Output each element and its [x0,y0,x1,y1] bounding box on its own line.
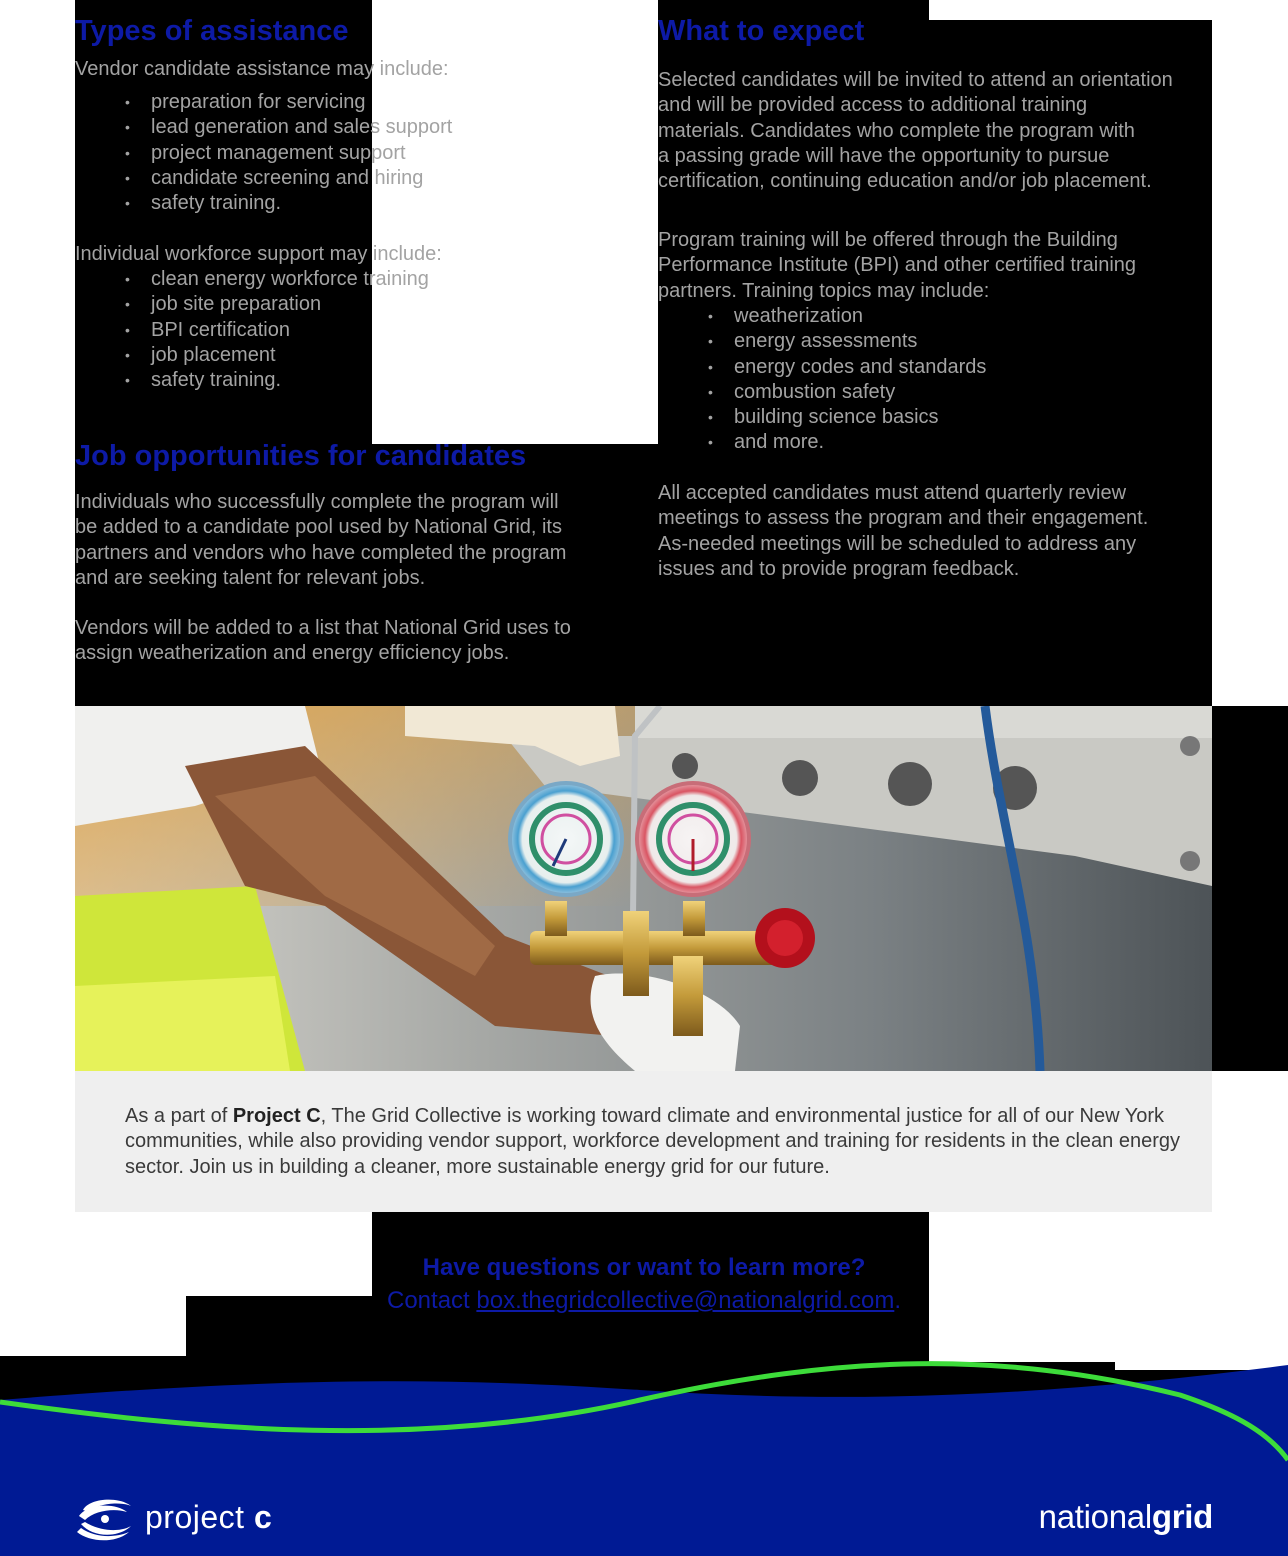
about-paragraph [125,1104,1185,1180]
types-of-assistance-heading: Types of assistance [75,15,349,47]
project-c-hands-icon [75,1492,135,1542]
project-c-about-box [75,1071,1212,1212]
text-line: be added to a candidate pool used by National Grid, its [75,516,562,539]
text-line: partners. Training topics may include: [658,279,990,302]
list-item: • safety training. [75,368,429,393]
contact-email-link[interactable]: box.thegridcollective@nationalgrid.com [476,1287,895,1314]
contact-suffix: . [894,1287,901,1314]
text-line: certification, continuing education and/or job placement. [658,170,1152,193]
contact-prefix: Contact [387,1287,477,1314]
job-opportunities-paragraph-2 [75,616,571,667]
photo-illustration [75,706,1212,1071]
about-body: , The Grid Collective is working toward climate and environmental justice for all of our New York communities, while also providing vendor support, workforce development and training for residents in the clean energy sector. Join us in building a cleaner, more sustainable energy grid for our future. [125,1105,1181,1178]
list-item: • energy assessments [658,329,986,354]
text-line: assign weatherization and energy efficiency jobs. [75,642,510,665]
list-item: • job placement [75,343,429,368]
text-line: and will be provided access to additional training [658,94,1088,117]
what-to-expect-paragraph-3 [658,481,1148,582]
list-item: • and more. [658,430,986,455]
vendor-assistance-list [75,90,452,216]
text-line: Vendors will be added to a list that National Grid uses to [75,617,571,639]
project-name: Project C [232,1105,321,1127]
vendor-intro: Vendor candidate assistance may include: [75,58,449,80]
white-region [558,0,658,363]
text-line: Performance Institute (BPI) and other certified training [658,254,1137,277]
list-item: • candidate screening and hiring [75,166,452,191]
text-line: meetings to assess the program and their engagement. [658,507,1149,530]
text-line: All accepted candidates must attend quarterly review [658,482,1127,504]
job-opportunities-heading: Job opportunities for candidates [75,440,527,472]
list-item: • clean energy workforce training [75,267,429,292]
hvac-gauges-photo [75,706,1212,1071]
white-region [0,706,75,1213]
project-c-logo [75,1492,272,1542]
training-topics-list [658,304,986,456]
national-grid-logo [1039,1498,1213,1536]
cta-question: Have questions or want to learn more? [422,1254,866,1281]
list-item: • job site preparation [75,292,429,317]
individual-intro: Individual workforce support may include: [75,243,442,265]
text-line: materials. Candidates who complete the program with [658,119,1135,142]
list-item: • BPI certification [75,318,429,343]
project-c-wordmark [145,1499,272,1535]
white-region [1212,0,1288,706]
individual-support-list [75,267,429,393]
about-prefix: As a part of [125,1105,233,1127]
what-to-expect-heading: What to expect [658,15,865,47]
text-line: As-needed meetings will be scheduled to address any [658,532,1137,555]
white-region [1212,1071,1288,1213]
text-line: partners and vendors who have completed the program [75,541,567,564]
list-item: • weatherization [658,304,986,329]
wordmark-bold: grid [1151,1498,1213,1535]
text-line: Individuals who successfully complete the program will [75,491,559,513]
list-item: • energy codes and standards [658,355,986,380]
what-to-expect-paragraph-1 [658,68,1173,194]
text-line: issues and to provide program feedback. [658,557,1020,580]
text-line: and are seeking talent for relevant jobs. [75,566,426,589]
list-item: • preparation for servicing [75,90,452,115]
wordmark-light: project [145,1499,254,1535]
text-line: a passing grade will have the opportunity to pursue [658,144,1110,167]
cta-contact-line [372,1285,916,1317]
list-item: • safety training. [75,191,452,216]
text-line: Program training will be offered through the Building [658,229,1118,251]
job-opportunities-paragraph-1 [75,490,566,591]
list-item: • combustion safety [658,380,986,405]
text-line: Selected candidates will be invited to attend an orientation [658,69,1173,91]
wordmark-bold: c [253,1499,273,1535]
wordmark-light: national [1038,1498,1152,1535]
list-item: • building science basics [658,405,986,430]
list-item: • lead generation and sales support [75,115,452,140]
white-region [0,1212,372,1296]
what-to-expect-paragraph-2 [658,228,1136,304]
list-item: • project management support [75,141,452,166]
